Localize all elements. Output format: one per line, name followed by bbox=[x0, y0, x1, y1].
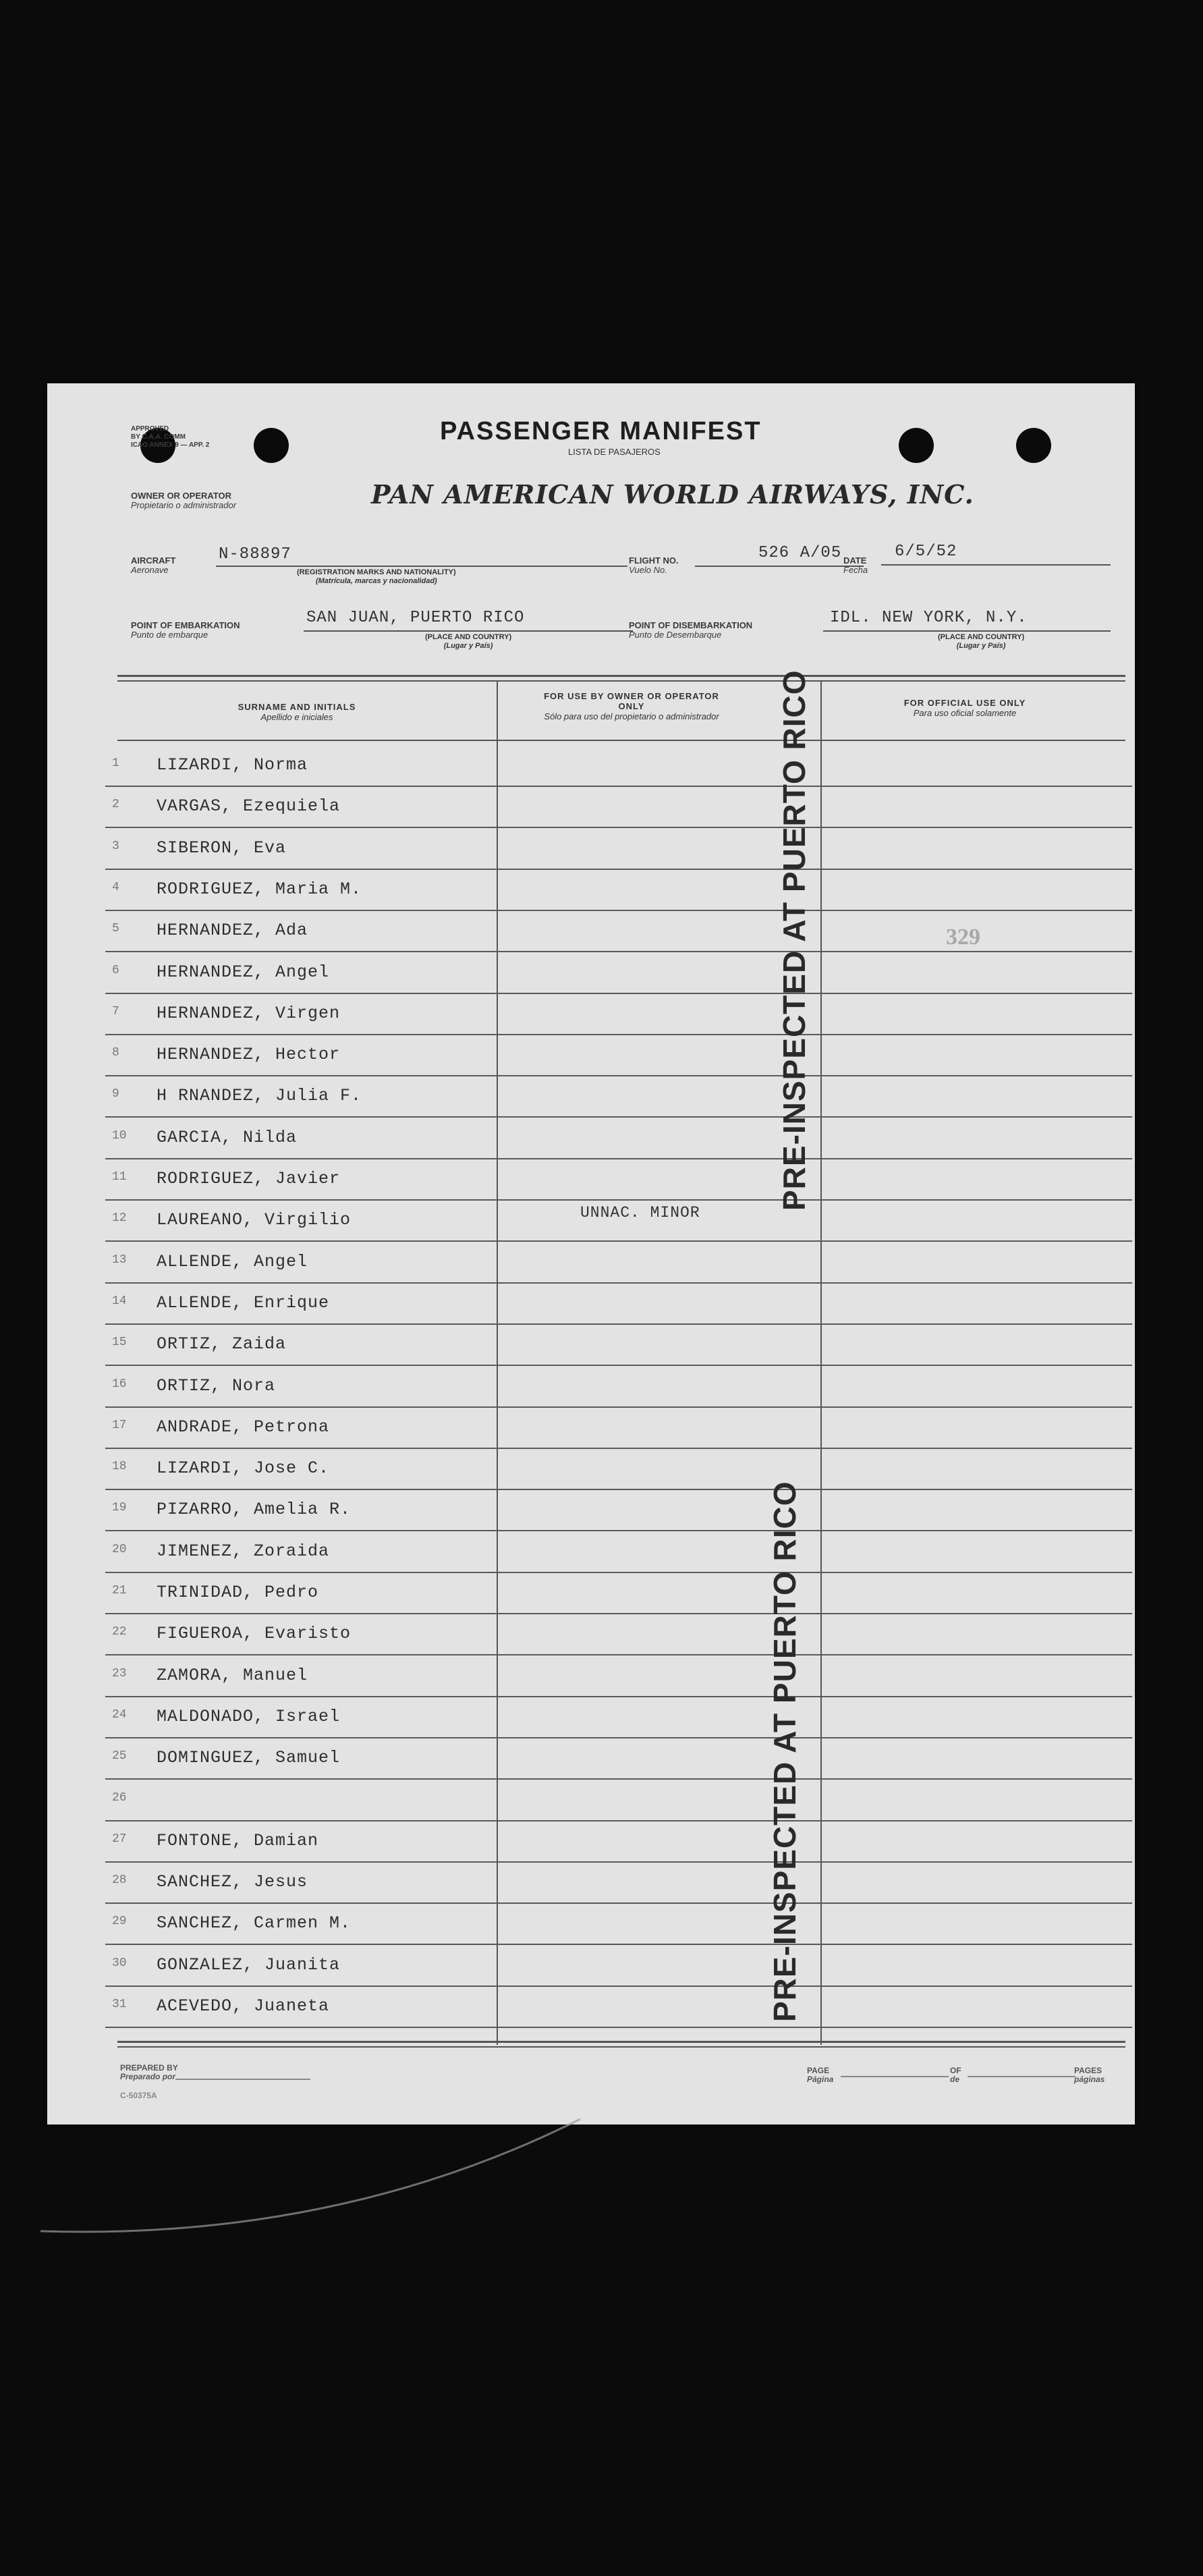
passenger-name: PIZARRO, Amelia R. bbox=[157, 1500, 352, 1520]
row-number: 18 bbox=[112, 1460, 127, 1474]
flight-label: FLIGHT NO. Vuelo No. bbox=[629, 555, 679, 575]
row-number: 7 bbox=[112, 1004, 119, 1018]
col-official-header: FOR OFFICIAL USE ONLY Para uso oficial solamente bbox=[903, 698, 1026, 718]
disembarkation-note: (PLACE AND COUNTRY) (Lugar y País) bbox=[938, 633, 1025, 650]
row-number: 16 bbox=[112, 1377, 127, 1391]
row-number: 24 bbox=[112, 1707, 127, 1722]
registration-note: (REGISTRATION MARKS AND NATIONALITY) (Matrícula, marcas y nacionalidad) bbox=[297, 568, 456, 585]
page-label: PAGE Página bbox=[807, 2066, 834, 2084]
approval-line: ICAO ANNEX 9 — APP. 2 bbox=[131, 441, 210, 449]
owner-label: OWNER OR OPERATOR Propietario o administrador bbox=[131, 491, 237, 510]
row-number: 12 bbox=[112, 1211, 127, 1226]
passenger-name: VARGAS, Ezequiela bbox=[157, 796, 341, 817]
col-operator-header: FOR USE BY OWNER OR OPERATOR ONLY Sólo para uso del propietario o administrador bbox=[544, 691, 719, 721]
operator-note: UNNAC. MINOR bbox=[580, 1204, 700, 1222]
embarkation-note: (PLACE AND COUNTRY) (Lugar y País) bbox=[425, 633, 512, 650]
row-number: 15 bbox=[112, 1336, 127, 1350]
passenger-name: SANCHEZ, Jesus bbox=[157, 1872, 308, 1892]
row-number: 11 bbox=[112, 1170, 127, 1184]
passenger-name: GARCIA, Nilda bbox=[157, 1127, 298, 1147]
preinspection-stamp: PRE-INSPECTED AT PUERTO RICO bbox=[767, 1481, 802, 2022]
passenger-name: RODRIGUEZ, Javier bbox=[157, 1169, 341, 1188]
row-number: 21 bbox=[112, 1584, 127, 1597]
form-number: C-50375A bbox=[120, 2091, 157, 2100]
date-value: 6/5/52 bbox=[895, 543, 957, 561]
row-number: 30 bbox=[112, 1956, 127, 1970]
row-number: 22 bbox=[112, 1625, 127, 1639]
row-number: 29 bbox=[112, 1915, 127, 1929]
row-number: 23 bbox=[112, 1666, 127, 1680]
disembarkation-value: IDL. NEW YORK, N.Y. bbox=[830, 609, 1028, 627]
passenger-name: HERNANDEZ, Angel bbox=[157, 962, 330, 982]
col-surname-header: SURNAME AND INITIALS Apellido e iniciales bbox=[237, 702, 356, 722]
row-number: 13 bbox=[112, 1253, 127, 1267]
of-label: OF de bbox=[950, 2066, 961, 2084]
preinspection-stamp: PRE-INSPECTED AT PUERTO RICO bbox=[777, 669, 812, 1211]
row-number: 5 bbox=[112, 922, 119, 936]
passenger-name: ANDRADE, Petrona bbox=[157, 1417, 330, 1437]
passenger-name: RODRIGUEZ, Maria M. bbox=[157, 879, 362, 899]
row-number: 1 bbox=[112, 757, 119, 770]
form-title: PASSENGER MANIFEST bbox=[440, 417, 762, 445]
disembarkation-label: POINT OF DISEMBARKATION Punto de Desembarque bbox=[629, 620, 753, 640]
passenger-name: ZAMORA, Manuel bbox=[157, 1665, 308, 1685]
passenger-name: JIMENEZ, Zoraida bbox=[157, 1541, 330, 1561]
passenger-name: HERNANDEZ, Virgen bbox=[157, 1003, 341, 1023]
passenger-name: FONTONE, Damian bbox=[157, 1830, 319, 1851]
passenger-name: HERNANDEZ, Ada bbox=[157, 921, 308, 941]
aircraft-value: N-88897 bbox=[219, 545, 291, 564]
pages-label: PAGES páginas bbox=[1074, 2066, 1105, 2084]
row-number: 14 bbox=[112, 1294, 127, 1308]
flight-value: 526 A/05 bbox=[758, 544, 842, 562]
passenger-name: LIZARDI, Norma bbox=[157, 755, 308, 775]
row-number: 26 bbox=[112, 1790, 127, 1805]
embarkation-value: SAN JUAN, PUERTO RICO bbox=[306, 609, 525, 627]
approval-line: APPROVED bbox=[131, 425, 169, 433]
row-number: 28 bbox=[112, 1873, 127, 1888]
row-number: 3 bbox=[112, 839, 119, 853]
row-number: 25 bbox=[112, 1749, 127, 1763]
row-number: 27 bbox=[112, 1832, 127, 1846]
passenger-name: MALDONADO, Israel bbox=[157, 1706, 341, 1726]
official-mark: 329 bbox=[946, 925, 980, 950]
passenger-name: GONZALEZ, Juanita bbox=[157, 1954, 341, 1975]
passenger-name: ALLENDE, Angel bbox=[157, 1251, 308, 1271]
passenger-name: SIBERON, Eva bbox=[157, 838, 287, 858]
row-number: 9 bbox=[112, 1087, 119, 1101]
passenger-name: ORTIZ, Zaida bbox=[157, 1334, 287, 1354]
row-number: 10 bbox=[112, 1128, 127, 1143]
embarkation-label: POINT OF EMBARKATION Punto de embarque bbox=[131, 620, 240, 640]
passenger-name: ACEVEDO, Juaneta bbox=[157, 1996, 330, 2016]
date-label: DATE Fecha bbox=[843, 555, 868, 575]
passenger-name: H RNANDEZ, Julia F. bbox=[157, 1086, 362, 1106]
row-number: 19 bbox=[112, 1501, 127, 1515]
passenger-name: LIZARDI, Jose C. bbox=[157, 1458, 330, 1479]
passenger-name: HERNANDEZ, Hector bbox=[157, 1045, 341, 1065]
form-subtitle: LISTA DE PASAJEROS bbox=[568, 447, 661, 457]
row-number: 4 bbox=[112, 880, 119, 894]
row-number: 17 bbox=[112, 1418, 127, 1432]
passenger-name: SANCHEZ, Carmen M. bbox=[157, 1913, 352, 1934]
passenger-name: DOMINGUEZ, Samuel bbox=[157, 1748, 341, 1768]
aircraft-label: AIRCRAFT Aeronave bbox=[131, 555, 176, 575]
row-number: 8 bbox=[112, 1046, 119, 1060]
row-number: 6 bbox=[112, 963, 119, 977]
passenger-name: TRINIDAD, Pedro bbox=[157, 1583, 319, 1602]
passenger-name: FIGUEROA, Evaristo bbox=[157, 1624, 352, 1644]
prepared-by-label: PREPARED BY Preparado por bbox=[120, 2063, 178, 2081]
passenger-name: ALLENDE, Enrique bbox=[157, 1292, 330, 1313]
row-number: 31 bbox=[112, 1998, 127, 2011]
passenger-name: ORTIZ, Nora bbox=[157, 1375, 276, 1396]
carrier-name: PAN AMERICAN WORLD AIRWAYS, INC. bbox=[371, 479, 974, 510]
row-number: 20 bbox=[112, 1542, 127, 1556]
row-number: 2 bbox=[112, 798, 119, 812]
passenger-name: LAUREANO, Virgilio bbox=[157, 1210, 352, 1230]
approval-line: BY C.A.A. COMM bbox=[131, 433, 186, 441]
